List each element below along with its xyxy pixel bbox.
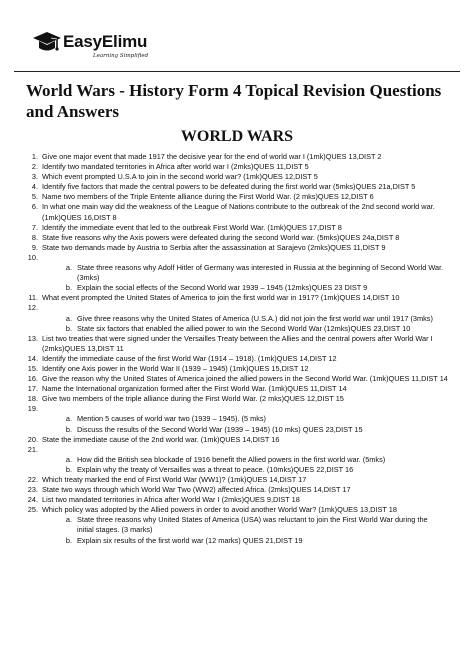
question-item <box>20 394 460 404</box>
question-item <box>20 354 460 364</box>
sub-question-item <box>20 414 460 424</box>
question-item <box>20 243 460 253</box>
sub-question-item <box>20 515 460 535</box>
sub-question-text: Explain the social effects of the Second World war 1939 – 1945 (12mks)QUES 23 DIST 9 <box>77 283 368 293</box>
question-text: Identify two mandated territories in Africa after world war I (2mks)QUES 11,DIST 5 <box>42 162 309 172</box>
question-item <box>20 475 460 485</box>
question-item <box>20 182 460 192</box>
question-text: In what one main way did the weakness of the League of Nations contribute to the outbreak of the 2nd second world war. (1mk)QUES 16,DIST 8 <box>42 202 435 222</box>
sub-question-letter: a. <box>65 454 72 464</box>
question-number: 13. <box>27 333 38 343</box>
question-item <box>20 374 460 384</box>
section-title: WORLD WARS <box>180 128 294 145</box>
sub-question-list <box>20 455 460 475</box>
sub-question-item <box>20 536 460 546</box>
question-text <box>42 303 456 313</box>
sub-question-letter: a. <box>65 414 72 424</box>
question-item <box>20 334 460 354</box>
sub-question-text: Give three reasons why the United States of America (U.S.A.) did not join the first world war until 1917 (3mks) <box>77 313 433 323</box>
sub-question-text: Explain why the treaty of Versailles was a threat to peace. (10mks)QUES 22,DIST 16 <box>77 464 354 474</box>
question-number: 24. <box>27 495 38 505</box>
sub-question-letter: b. <box>65 464 72 474</box>
header-divider <box>14 71 460 72</box>
sub-question-text: Mention 5 causes of world war two (1939 – 1945). (5 mks) <box>77 414 266 424</box>
question-list <box>20 152 460 546</box>
sub-question-letter: b. <box>65 535 72 545</box>
question-number: 22. <box>27 475 38 484</box>
sub-question-item <box>20 324 460 334</box>
question-item <box>20 162 460 172</box>
sub-question-letter: b. <box>65 283 72 293</box>
question-item <box>20 445 460 475</box>
question-text <box>42 253 456 263</box>
question-text: Name the International organization formed after the First World War. (1mk)QUES 11,DIST 14 <box>42 384 347 394</box>
sub-question-text: State three reasons why United States of America (USA) was reluctant to join the First World War during the initial stages. (3 marks) <box>77 515 428 535</box>
question-number: 3. <box>31 172 38 182</box>
question-item <box>20 303 460 333</box>
question-text: Identify five factors that made the central powers to be defeated during the first world war (5mks)QUES 21a,DIST 5 <box>42 182 416 192</box>
question-number: 16. <box>27 374 38 384</box>
question-number: 12. <box>27 303 38 313</box>
sub-question-letter: a. <box>65 263 72 273</box>
question-text: Identify the immediate cause of the first World War (1914 – 1918). (1mk)QUES 14,DIST 12 <box>42 353 337 363</box>
question-item <box>20 172 460 182</box>
question-text: State two demands made by Austria to Serbia after the assassination at Sarajevo (2mks)QUES 11,DIST 9 <box>42 242 386 252</box>
brand-tagline: Learning Simplified <box>93 53 149 59</box>
question-number: 20. <box>27 434 38 444</box>
sub-question-item <box>20 283 460 293</box>
brand-name: EasyElimu <box>63 32 148 51</box>
question-number: 23. <box>27 485 38 495</box>
question-number: 11. <box>28 293 38 303</box>
question-number: 8. <box>31 232 38 242</box>
question-number: 19. <box>27 404 38 414</box>
document-title: World Wars - History Form 4 Topical Revision Questions and Answers <box>26 81 442 121</box>
question-item <box>20 505 460 545</box>
question-number: 18. <box>27 394 38 404</box>
question-number: 9. <box>31 242 38 252</box>
question-item <box>20 293 460 303</box>
sub-question-text: How did the British sea blockade of 1916 benefit the Allied powers in the first world war. (5mks) <box>77 454 386 464</box>
question-text: State two ways through which World War Two (WW2) affected Africa. (2mks)QUES 14,DIST 17 <box>42 485 351 495</box>
question-text: Give one major event that made 1917 the decisive year for the end of world war I (1mk)QUES 13,DIST 2 <box>42 152 382 161</box>
question-number: 10. <box>27 252 38 262</box>
sub-question-text: Discuss the results of the Second World War (1939 – 1945) (10 mks) QUES 23,DIST 15 <box>77 424 363 434</box>
question-item <box>20 404 460 434</box>
sub-question-item <box>20 425 460 435</box>
question-number: 2. <box>31 162 38 172</box>
question-number: 4. <box>31 182 38 192</box>
sub-question-letter: a. <box>65 515 72 525</box>
question-number: 6. <box>31 202 38 212</box>
sub-question-letter: b. <box>65 323 72 333</box>
question-number: 17. <box>27 384 38 394</box>
question-text: Identify the immediate event that led to the outbreak First World War. (1mk)QUES 17,DIST 8 <box>42 222 342 232</box>
sub-question-item <box>20 455 460 465</box>
question-number: 21. <box>27 444 38 454</box>
question-item <box>20 435 460 445</box>
question-text: What event prompted the United States of America to join the first world war in 1917? (1mk)QUES 14,DIST 10 <box>42 293 400 303</box>
question-text: Give two members of the triple alliance during the First World War. (2 mks)QUES 12,DIST 15 <box>42 394 344 404</box>
brand-logo <box>31 29 171 73</box>
question-item <box>20 223 460 233</box>
question-number: 14. <box>27 353 38 363</box>
question-number: 15. <box>27 363 38 373</box>
question-text <box>42 445 456 455</box>
question-item <box>20 384 460 394</box>
question-number: 5. <box>31 192 38 202</box>
sub-question-letter: a. <box>65 313 72 323</box>
sub-question-list <box>20 314 460 334</box>
question-item <box>20 495 460 505</box>
question-item <box>20 192 460 202</box>
question-number: 7. <box>31 222 38 232</box>
sub-question-text: State six factors that enabled the allied power to win the Second World War (12mks)QUES 23,DIST 10 <box>77 323 411 333</box>
sub-question-letter: b. <box>65 424 72 434</box>
question-text: Name two members of the Triple Entente alliance during the First World War. (2 mks)QUES 12,DIST 6 <box>42 192 374 202</box>
question-item <box>20 253 460 293</box>
question-item <box>20 202 460 222</box>
sub-question-list <box>20 263 460 293</box>
graduation-cap-icon <box>31 29 63 55</box>
question-item <box>20 152 460 162</box>
question-text: List two mandated territories in Africa after World War I (2mks)QUES 9,DIST 18 <box>42 495 300 505</box>
question-text: Give the reason why the United States of America joined the allied powers in the Second World War. (1mk)QUES 11,DIST 14 <box>42 374 448 384</box>
sub-question-item <box>20 314 460 324</box>
question-text: Which policy was adopted by the Allied powers in order to avoid another World War? (1mk)QUES 13,DIST 18 <box>42 505 397 515</box>
question-text: Identify one Axis power in the World War II (1939 – 1945) (1mk)QUES 15,DIST 12 <box>42 363 309 373</box>
sub-question-item <box>20 263 460 283</box>
question-number: 25. <box>27 505 38 515</box>
question-text <box>42 404 456 414</box>
sub-question-item <box>20 465 460 475</box>
question-item <box>20 233 460 243</box>
question-item <box>20 364 460 374</box>
sub-question-text: State three reasons why Adolf Hitler of Germany was interested in Russia at the beginning of Second World War. (3mks) <box>77 263 444 283</box>
sub-question-text: Explain six results of the first world war (12 marks) QUES 21,DIST 19 <box>77 535 303 545</box>
question-number: 1. <box>31 152 38 161</box>
question-text: List two treaties that were signed under the Versailles Treaty between the Allies and the central powers after World War I (2mks)QUES 13,DIST 11 <box>42 333 433 353</box>
sub-question-list <box>20 515 460 545</box>
question-text: Which treaty marked the end of First World War (WW1)? (1mk)QUES 14,DIST 17 <box>42 475 307 484</box>
question-text: Which event prompted U.S.A to join in the second world war? (1mk)QUES 12,DIST 5 <box>42 172 318 182</box>
question-text: State five reasons why the Axis powers were defeated during the second World war. (5mks)QUES 24a,DIST 8 <box>42 232 400 242</box>
question-item <box>20 485 460 495</box>
sub-question-list <box>20 414 460 434</box>
question-text: State the immediate cause of the 2nd world war. (1mk)QUES 14,DIST 16 <box>42 434 280 444</box>
